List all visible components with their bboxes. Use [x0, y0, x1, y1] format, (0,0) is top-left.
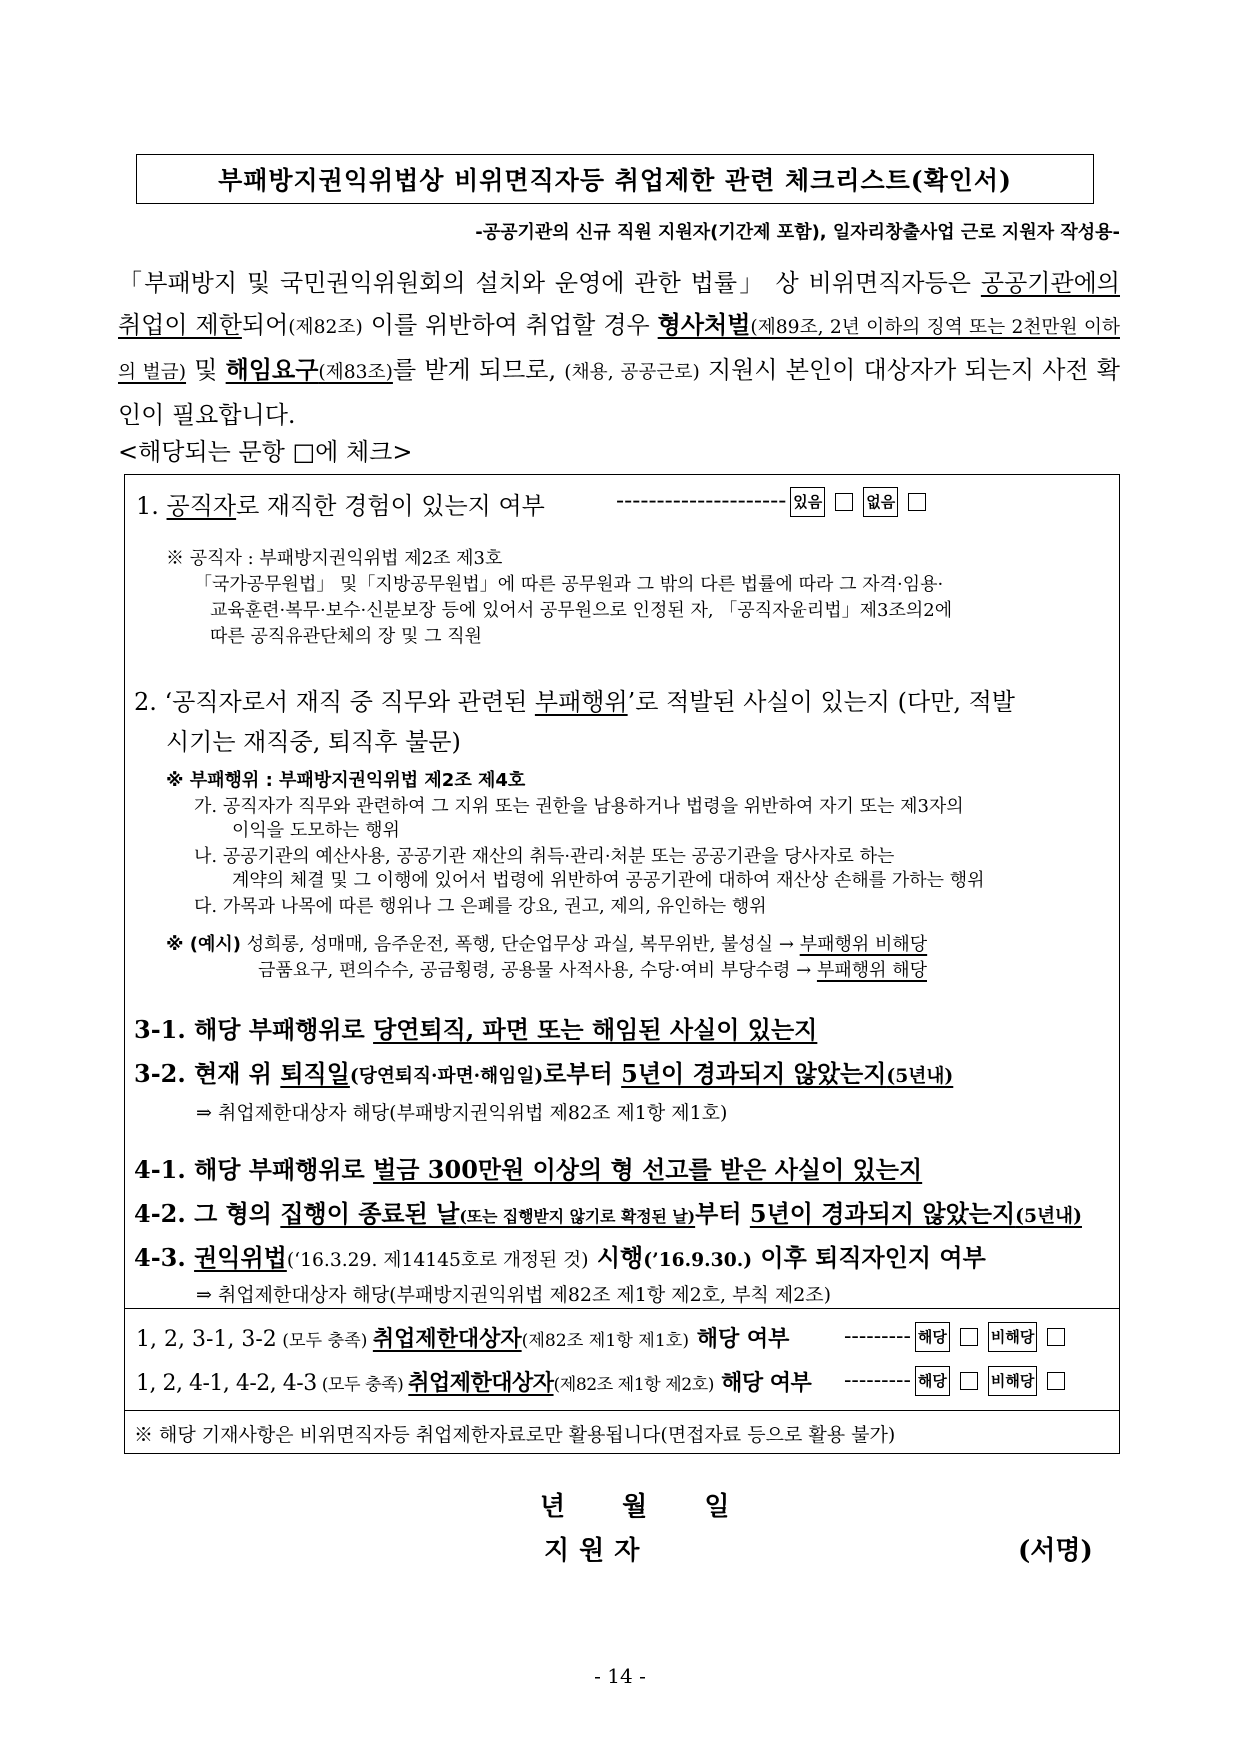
note-line: 「국가공무원법」 및「지방공무원법」에 따른 공무원과 그 밖의 다른 법률에 따라 그 자격·임용· [194, 574, 944, 595]
question-2-cont: 시기는 재직중, 퇴직후 불문) [166, 728, 461, 756]
question-2: 2. ‘공직자로서 재직 중 직무와 관련된 부패행위’로 적발된 사실이 있는지 (다만, 적발 [134, 688, 1015, 716]
no-label: 없음 [863, 487, 898, 517]
example-line: 금품요구, 편의수수, 공금횡령, 공용물 사적사용, 수당·여비 부당수령 → 부패행위 해당 [258, 960, 927, 981]
note-title: ※ 부패행위 : 부패방지권익위법 제2조 제4호 [166, 770, 526, 791]
applicant-label: 지원자 [544, 1536, 650, 1566]
signature-field[interactable]: (서명) [1018, 1536, 1093, 1566]
checkbox-summary-1-not-applicable[interactable] [1047, 1328, 1065, 1346]
note-line: 이익을 도모하는 행위 [232, 820, 400, 841]
page-number: - 14 - [594, 1664, 646, 1688]
footer-note: ※ 해당 기재사항은 비위면직자등 취업제한자료로만 활용됩니다(면접자료 등으로 활용 불가) [134, 1424, 896, 1446]
checkbox-q1-no[interactable] [908, 493, 926, 511]
not-applicable-label: 비해당 [988, 1366, 1037, 1396]
checkbox-summary-2-applicable[interactable] [960, 1372, 978, 1390]
checkbox-summary-1-applicable[interactable] [960, 1328, 978, 1346]
divider [124, 1410, 1120, 1411]
question-1: 1. 공직자로 재직한 경험이 있는지 여부 [136, 492, 545, 520]
page-title: 부패방지권익위법상 비위면직자등 취업제한 관련 체크리스트(확인서) [136, 154, 1094, 204]
divider [124, 1308, 1120, 1309]
question-4-result: ⇒ 취업제한대상자 해당(부패방지권익위법 제82조 제1항 제2호, 부칙 제2조) [196, 1284, 832, 1306]
summary-row-1: 1, 2, 3-1, 3-2 (모두 충족) 취업제한대상자(제82조 제1항 제1호) 해당 여부 [136, 1326, 790, 1352]
question-4-2: 4-2. 그 형의 집행이 종료된 날(또는 집행받지 않기로 확정된 날)부터 5년이 경과되지 않았는지(5년내) [134, 1199, 1082, 1228]
question-1-answer: --------------------- 있음 없음 [616, 486, 932, 517]
note-line: 교육훈련·복무·보수·신분보장 등에 있어서 공무원으로 인정된 자, 「공직자윤리법」제3조의2에 [210, 600, 953, 621]
yes-label: 있음 [790, 487, 825, 517]
note-line: 따른 공직유관단체의 장 및 그 직원 [210, 626, 483, 647]
note-line: 계약의 체결 및 그 이행에 있어서 법령에 위반하여 공공기관에 대하여 재산상 손해를 가하는 행위 [232, 870, 985, 891]
note-title: ※ 공직자 : 부패방지권익위법 제2조 제3호 [166, 548, 503, 569]
not-applicable-label: 비해당 [988, 1322, 1037, 1352]
question-3-result: ⇒ 취업제한대상자 해당(부패방지권익위법 제82조 제1항 제1호) [196, 1102, 728, 1124]
question-4-1: 4-1. 해당 부패행위로 벌금 300만원 이상의 형 선고를 받은 사실이 있는지 [134, 1155, 923, 1184]
note-line: 나. 공공기관의 예산사용, 공공기관 재산의 취득·관리·처분 또는 공공기관을 당사자로 하는 [194, 846, 895, 867]
question-3-2: 3-2. 현재 위 퇴직일(당연퇴직·파면·해임일)로부터 5년이 경과되지 않았는지(5년내) [134, 1059, 954, 1088]
checkbox-summary-2-not-applicable[interactable] [1047, 1372, 1065, 1390]
example-line: ※ (예시) 성희롱, 성매매, 음주운전, 폭행, 단순업무상 과실, 복무위반, 불성실 → 부패행위 비해당 [166, 934, 928, 955]
intro-paragraph: 「부패방지 및 국민권익위원회의 설치와 운영에 관한 법률」 상 비위면직자등은 공공기관에의 취업이 제한되어(제82조) 이를 위반하여 취업할 경우 형사처벌(제89조, 2년 이하의 징역 또는 2천만원 이하의 벌금) 및 해임요구(제83조)를 받게 되므로, (채용, 공공근로) 지원시 본인이 대상자가 되는지 사전 확인이 필요합니다. [118, 269, 1120, 429]
date-line: 년 월 일 [540, 1492, 732, 1522]
note-line: 가. 공직자가 직무와 관련하여 그 지위 또는 권한을 남용하거나 법령을 위반하여 자기 또는 제3자의 [194, 796, 964, 817]
summary-row-1-answer: --------- 해당 비해당 [844, 1322, 1071, 1352]
subtitle: -공공기관의 신규 직원 지원자(기간제 포함), 일자리창출사업 근로 지원자 작성용- [475, 222, 1120, 243]
question-4-3: 4-3. 권익위법(‘16.3.29. 제14145호로 개정된 것) 시행(’16.9.30.) 이후 퇴직자인지 여부 [134, 1243, 986, 1272]
applicable-label: 해당 [915, 1366, 950, 1396]
question-3-1: 3-1. 해당 부패행위로 당연퇴직, 파면 또는 해임된 사실이 있는지 [134, 1015, 818, 1044]
note-line: 다. 가목과 나목에 따른 행위나 그 은폐를 강요, 권고, 제의, 유인하는 행위 [194, 896, 767, 917]
summary-row-2-answer: --------- 해당 비해당 [844, 1366, 1071, 1396]
checkbox-q1-yes[interactable] [835, 493, 853, 511]
check-instruction: <해당되는 문항 □에 체크> [118, 438, 413, 466]
summary-row-2: 1, 2, 4-1, 4-2, 4-3 (모두 충족) 취업제한대상자(제82조 제1항 제2호) 해당 여부 [136, 1370, 812, 1396]
applicable-label: 해당 [915, 1322, 950, 1352]
